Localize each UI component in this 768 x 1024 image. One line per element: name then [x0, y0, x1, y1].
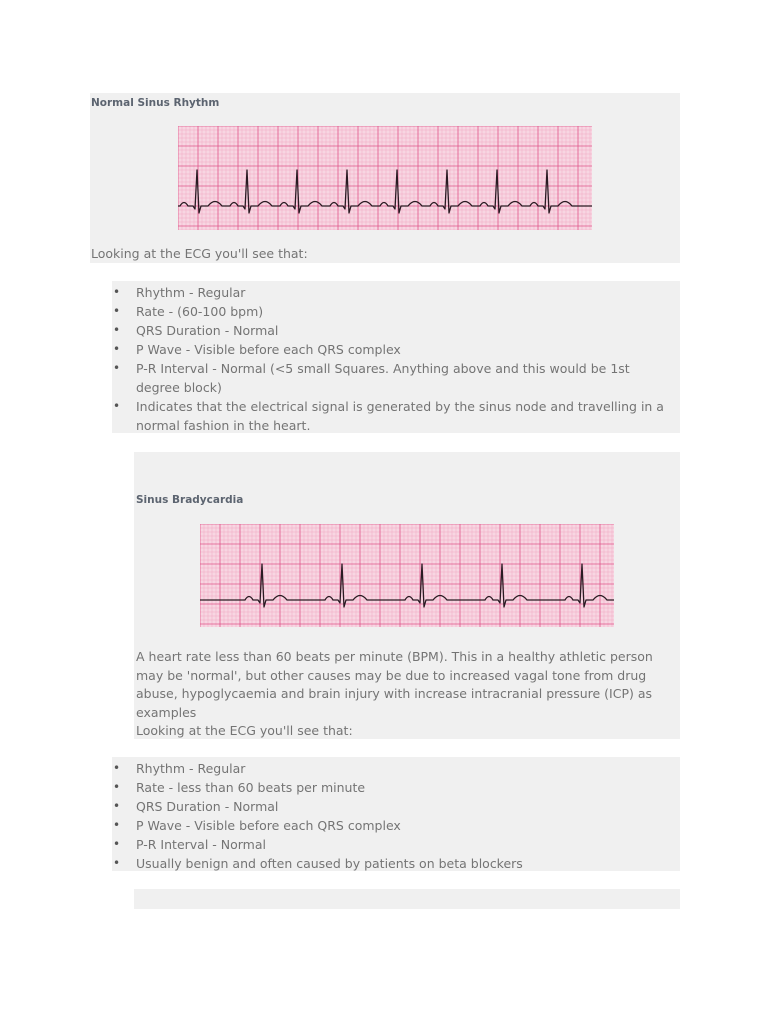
list-item: • P-R Interval - Normal (<5 small Squares. Anything above and this would be 1st degree block) [136, 359, 664, 397]
list-item: • Usually benign and often caused by patients on beta blockers [136, 854, 664, 873]
nsr-title: Normal Sinus Rhythm [91, 97, 220, 109]
nsr-findings-list [136, 283, 664, 435]
list-item: • P Wave - Visible before each QRS complex [136, 340, 664, 359]
brady-ecg-strip [200, 524, 614, 627]
empty-panel [134, 889, 680, 909]
brady-title: Sinus Bradycardia [136, 494, 244, 506]
nsr-intro: Looking at the ECG you'll see that: [91, 246, 308, 261]
list-item: • Rhythm - Regular [136, 759, 664, 778]
brady-findings-list [136, 759, 664, 873]
list-item: • Rate - (60-100 bpm) [136, 302, 664, 321]
list-item: • Rhythm - Regular [136, 283, 664, 302]
list-item: • Indicates that the electrical signal is generated by the sinus node and travelling in a normal fashion in the heart. [136, 397, 664, 435]
list-item: • Rate - less than 60 beats per minute [136, 778, 664, 797]
list-item: • P Wave - Visible before each QRS complex [136, 816, 664, 835]
list-item: • QRS Duration - Normal [136, 321, 664, 340]
brady-intro: Looking at the ECG you'll see that: [136, 723, 353, 738]
brady-description: A heart rate less than 60 beats per minute (BPM). This in a healthy athletic person may be 'normal', but other causes may be due to increased vagal tone from drug abuse, hypoglycaemia and brain injury with increase intracranial pressure (ICP) as examples [136, 649, 653, 720]
list-item: • P-R Interval - Normal [136, 835, 664, 854]
nsr-ecg-strip [178, 126, 592, 230]
list-item: • QRS Duration - Normal [136, 797, 664, 816]
